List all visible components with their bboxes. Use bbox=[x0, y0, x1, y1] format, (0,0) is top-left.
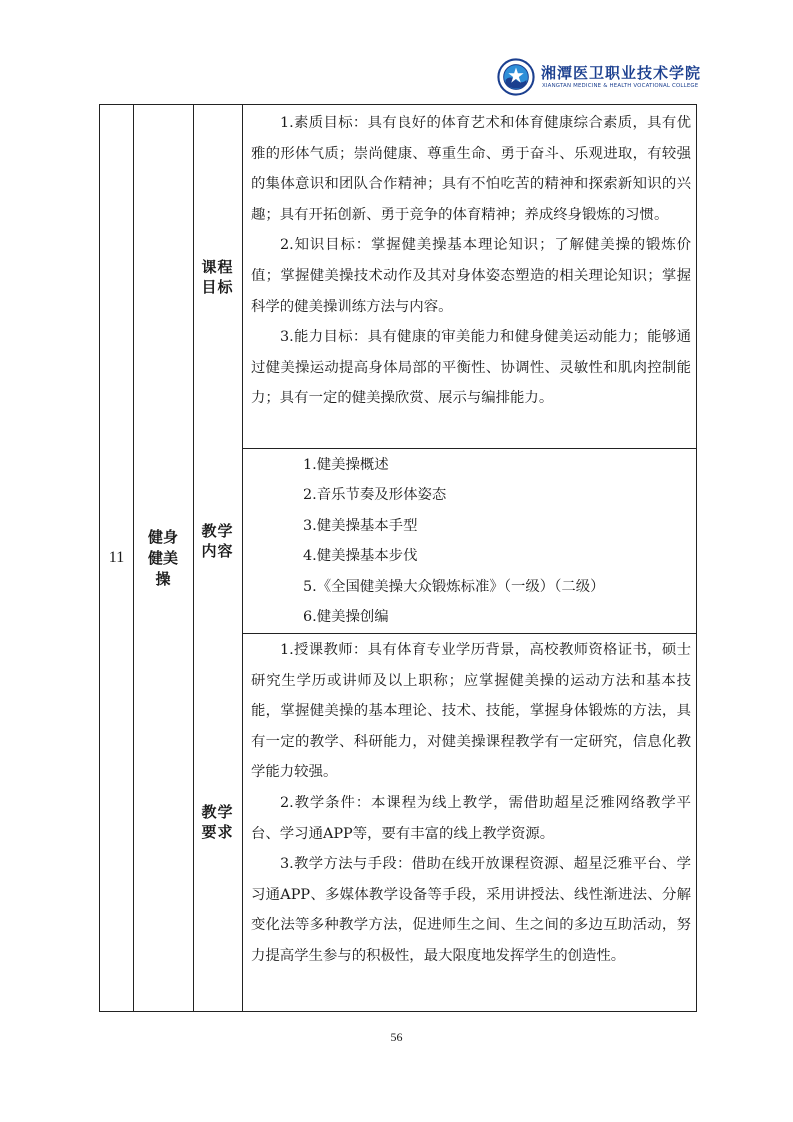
requirement-methods: 3.教学方法与手段：借助在线开放课程资源、超星泛雅平台、学习通APP、多媒体教学设备等手段，采用讲授法、线性渐进法、分解变化法等多种教学方法，促进师生之间、生之间的多边互助活动，努力提高学生参与的积极性，最大限度地发挥学生的创造性。 bbox=[251, 856, 691, 964]
row-divider bbox=[242, 633, 696, 634]
course-name: 健身健美操 bbox=[147, 527, 178, 588]
list-item: 1.健美操概述 bbox=[303, 457, 389, 473]
section-label-teaching-content: 教学内容 bbox=[201, 521, 234, 560]
page-number: 56 bbox=[390, 1030, 403, 1044]
requirement-conditions: 2.教学条件：本课程为线上教学，需借助超星泛雅网络教学平台、学习通APP等，要有丰富的线上教学资源。 bbox=[251, 794, 691, 842]
college-name-en: XIANGTAN MEDICINE & HEALTH VOCATIONAL COLLEGE bbox=[542, 83, 699, 89]
section-label-course-goals: 课程目标 bbox=[201, 257, 234, 296]
section-label-teaching-requirements: 教学要求 bbox=[201, 803, 234, 841]
row-number: 11 bbox=[108, 549, 125, 566]
college-emblem-icon bbox=[497, 58, 535, 96]
course-goal-knowledge: 2.知识目标：掌握健美操基本理论知识；了解健美操的锻炼价值；掌握健美操技术动作及其对身体姿态塑造的相关理论知识；掌握科学的健美操训练方法与内容。 bbox=[251, 237, 691, 315]
course-goals-content bbox=[251, 108, 691, 414]
list-item: 2.音乐节奏及形体姿态 bbox=[303, 487, 447, 504]
course-table bbox=[99, 104, 697, 1012]
course-name-cell bbox=[133, 105, 193, 1011]
column-divider bbox=[242, 105, 243, 1011]
list-item: 4.健美操基本步伐 bbox=[303, 548, 418, 565]
course-goal-quality: 1.素质目标：具有良好的体育艺术和体育健康综合素质，具有优雅的形体气质；崇尚健康、尊重生命、勇于奋斗、乐观进取，有较强的集体意识和团队合作精神；具有不怕吃苦的精神和探索新知识的兴趣；具有开拓创新、勇于竞争的体育精神；养成终身锻炼的习惯。 bbox=[251, 115, 691, 223]
teaching-requirements-content bbox=[251, 635, 691, 972]
college-logo bbox=[497, 56, 702, 100]
list-item: 5.《全国健美操大众锻炼标准》（一级）（二级） bbox=[303, 578, 605, 595]
course-goal-ability: 3.能力目标：具有健康的审美能力和健身健美运动能力；能够通过健美操运动提高身体局部的平衡性、协调性、灵敏性和肌肉控制能力；具有一定的健美操欣赏、展示与编排能力。 bbox=[251, 329, 691, 407]
list-item: 3.健美操基本手型 bbox=[303, 517, 418, 534]
college-name-cn: 湘潭医卫职业技术学院 bbox=[541, 64, 702, 82]
list-item: 6.健美操创编 bbox=[303, 609, 389, 626]
row-divider bbox=[242, 448, 696, 449]
requirement-teacher: 1.授课教师：具有体育专业学历背景，高校教师资格证书，硕士研究生学历或讲师及以上职称；应掌握健美操的运动方法和基本技能，掌握健美操的基本理论、技术、技能，掌握身体锻炼的方法，具有一定的教学、科研能力，对健美操课程教学有一定研究，信息化教学能力较强。 bbox=[251, 642, 691, 781]
teaching-content-list bbox=[245, 450, 685, 632]
